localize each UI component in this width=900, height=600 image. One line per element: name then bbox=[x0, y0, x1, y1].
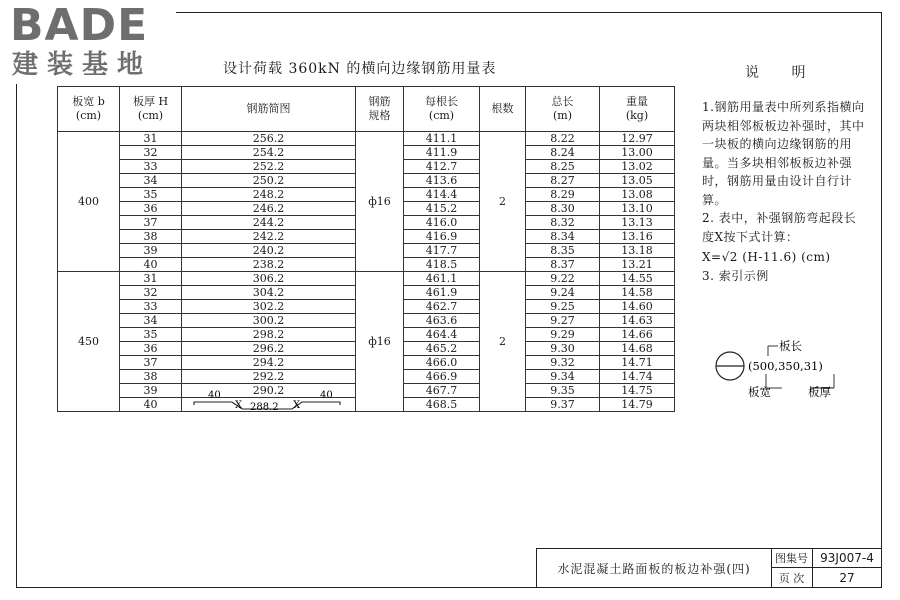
table-row bbox=[58, 132, 675, 146]
cell-weight: 14.66 bbox=[600, 328, 675, 342]
cell-total: 8.32 bbox=[526, 216, 600, 230]
cell-thickness: 40 bbox=[120, 258, 182, 272]
cell-sketch-length: 296.2 bbox=[182, 342, 356, 356]
cell-weight: 14.74 bbox=[600, 370, 675, 384]
cell-length: 414.4 bbox=[404, 188, 480, 202]
cell-weight: 14.71 bbox=[600, 356, 675, 370]
cell-weight: 14.63 bbox=[600, 314, 675, 328]
cell-total: 9.35 bbox=[526, 384, 600, 398]
steel-quantity-table bbox=[57, 86, 675, 412]
cell-weight: 14.68 bbox=[600, 342, 675, 356]
cell-weight: 13.13 bbox=[600, 216, 675, 230]
cell-sketch-length: 294.2 bbox=[182, 356, 356, 370]
sketch-x-left: X bbox=[235, 400, 243, 411]
index-label-length: 板长 bbox=[779, 339, 802, 353]
cell-total: 9.34 bbox=[526, 370, 600, 384]
cell-weight: 12.97 bbox=[600, 132, 675, 146]
cell-total: 9.25 bbox=[526, 300, 600, 314]
cell-weight: 14.79 bbox=[600, 398, 675, 412]
notes-title: 说 明 bbox=[745, 65, 820, 81]
cell-weight: 13.02 bbox=[600, 160, 675, 174]
logo-text-en: BADE bbox=[10, 0, 149, 51]
cell-total: 9.32 bbox=[526, 356, 600, 370]
cell-total: 8.24 bbox=[526, 146, 600, 160]
atlas-number-value: 93J007-4 bbox=[813, 549, 881, 568]
cell-thickness: 36 bbox=[120, 342, 182, 356]
cell-length: 461.9 bbox=[404, 286, 480, 300]
cell-length: 468.5 bbox=[404, 398, 480, 412]
header-spec: 钢筋 规格 bbox=[356, 87, 404, 132]
page-label: 页 次 bbox=[771, 568, 813, 587]
cell-length: 467.7 bbox=[404, 384, 480, 398]
cell-thickness: 32 bbox=[120, 286, 182, 300]
cell-length: 464.4 bbox=[404, 328, 480, 342]
note-formula: X=√2 (H-11.6) (cm) bbox=[702, 250, 831, 264]
cell-length: 461.1 bbox=[404, 272, 480, 286]
cell-width: 450 bbox=[58, 272, 120, 412]
header-sketch: 钢筋简图 bbox=[182, 87, 356, 132]
cell-weight: 13.08 bbox=[600, 188, 675, 202]
cell-length: 463.6 bbox=[404, 314, 480, 328]
cell-thickness: 32 bbox=[120, 146, 182, 160]
cell-total: 8.34 bbox=[526, 230, 600, 244]
cell-width: 400 bbox=[58, 132, 120, 272]
table-header-row bbox=[58, 87, 675, 132]
cell-total: 8.35 bbox=[526, 244, 600, 258]
atlas-number-label: 图集号 bbox=[771, 549, 813, 568]
cell-spec: ф16 bbox=[356, 272, 404, 412]
cell-weight: 13.10 bbox=[600, 202, 675, 216]
bade-logo bbox=[6, 2, 176, 84]
cell-length: 462.7 bbox=[404, 300, 480, 314]
cell-sketch-length: 248.2 bbox=[182, 188, 356, 202]
cell-count: 2 bbox=[480, 272, 526, 412]
sketch-left-dim: 40 bbox=[208, 390, 221, 401]
cell-weight: 13.00 bbox=[600, 146, 675, 160]
cell-sketch-length: 298.2 bbox=[182, 328, 356, 342]
cell-length: 416.9 bbox=[404, 230, 480, 244]
cell-thickness: 39 bbox=[120, 244, 182, 258]
cell-total: 8.29 bbox=[526, 188, 600, 202]
header-weight: 重量 (kg) bbox=[600, 87, 675, 132]
cell-weight: 13.18 bbox=[600, 244, 675, 258]
cell-total: 8.37 bbox=[526, 258, 600, 272]
cell-sketch-length: 306.2 bbox=[182, 272, 356, 286]
cell-thickness: 37 bbox=[120, 356, 182, 370]
header-length: 每根长 (cm) bbox=[404, 87, 480, 132]
cell-thickness: 38 bbox=[120, 230, 182, 244]
logo-text-cn: 建装基地 bbox=[12, 50, 153, 80]
cell-weight: 13.05 bbox=[600, 174, 675, 188]
notes-block bbox=[702, 98, 868, 285]
drawing-name: 水泥混凝土路面板的板边补强(四) bbox=[537, 549, 772, 587]
cell-length: 411.9 bbox=[404, 146, 480, 160]
cell-length: 418.5 bbox=[404, 258, 480, 272]
cell-length: 416.0 bbox=[404, 216, 480, 230]
cell-sketch-length: 242.2 bbox=[182, 230, 356, 244]
cell-sketch-length: 244.2 bbox=[182, 216, 356, 230]
cell-sketch-length: 290.2 bbox=[182, 384, 356, 398]
cell-total: 9.29 bbox=[526, 328, 600, 342]
cell-thickness: 35 bbox=[120, 328, 182, 342]
note-item-3: 3. 索引示例 bbox=[702, 268, 769, 283]
cell-sketch-length: 304.2 bbox=[182, 286, 356, 300]
note-item-1: 1.钢筋用量表中所列系指横向两块相邻板板边补强时，其中一块板的横向边缘钢筋的用量。当多块相邻板板边补强时，钢筋用量由设计自行计算。 bbox=[702, 100, 865, 207]
cell-sketch-length: 254.2 bbox=[182, 146, 356, 160]
cell-sketch-length: 246.2 bbox=[182, 202, 356, 216]
cell-total: 9.24 bbox=[526, 286, 600, 300]
cell-count: 2 bbox=[480, 132, 526, 272]
cell-length: 466.0 bbox=[404, 356, 480, 370]
title-block bbox=[536, 548, 882, 588]
cell-length: 413.6 bbox=[404, 174, 480, 188]
cell-sketch-length: 292.2 bbox=[182, 370, 356, 384]
cell-sketch-length: 238.2 bbox=[182, 258, 356, 272]
index-label-width: 板宽 bbox=[748, 385, 771, 399]
cell-thickness: 31 bbox=[120, 272, 182, 286]
index-label-thickness: 板厚 bbox=[808, 385, 831, 399]
cell-sketch-length: 302.2 bbox=[182, 300, 356, 314]
cell-spec: ф16 bbox=[356, 132, 404, 272]
cell-thickness: 37 bbox=[120, 216, 182, 230]
sketch-middle-length: 288.2 bbox=[250, 402, 279, 411]
cell-length: 465.2 bbox=[404, 342, 480, 356]
cell-total: 9.37 bbox=[526, 398, 600, 412]
cell-sketch-length: 256.2 bbox=[182, 132, 356, 146]
cell-sketch-length: 240.2 bbox=[182, 244, 356, 258]
header-count: 根数 bbox=[480, 87, 526, 132]
cell-total: 8.27 bbox=[526, 174, 600, 188]
cell-weight: 14.60 bbox=[600, 300, 675, 314]
cell-thickness: 39 bbox=[120, 384, 182, 398]
header-thickness: 板厚 H (cm) bbox=[120, 87, 182, 132]
cell-weight: 14.75 bbox=[600, 384, 675, 398]
cell-thickness: 34 bbox=[120, 314, 182, 328]
cell-thickness: 31 bbox=[120, 132, 182, 146]
page-number: 27 bbox=[839, 570, 855, 585]
cell-total: 8.30 bbox=[526, 202, 600, 216]
note-item-2: 2. 表中，补强钢筋弯起段长度X按下式计算： bbox=[702, 211, 857, 244]
cell-sketch-length: 250.2 bbox=[182, 174, 356, 188]
table-row bbox=[58, 272, 675, 286]
cell-thickness: 40 bbox=[120, 398, 182, 412]
cell-thickness: 38 bbox=[120, 370, 182, 384]
index-code: (500,350,31) bbox=[748, 359, 823, 373]
cell-total: 9.22 bbox=[526, 272, 600, 286]
table-title: 设计荷载 360kN 的横向边缘钢筋用量表 bbox=[223, 61, 497, 77]
cell-thickness: 36 bbox=[120, 202, 182, 216]
cell-total: 9.30 bbox=[526, 342, 600, 356]
cell-sketch-length: 300.2 bbox=[182, 314, 356, 328]
cell-thickness: 34 bbox=[120, 174, 182, 188]
sketch-right-dim: 40 bbox=[320, 390, 333, 401]
cell-length: 415.2 bbox=[404, 202, 480, 216]
cell-length: 417.7 bbox=[404, 244, 480, 258]
cell-thickness: 35 bbox=[120, 188, 182, 202]
cell-total: 8.25 bbox=[526, 160, 600, 174]
cell-total: 8.22 bbox=[526, 132, 600, 146]
sketch-x-right: X bbox=[293, 400, 301, 411]
cell-total: 9.27 bbox=[526, 314, 600, 328]
rebar-sketch bbox=[188, 389, 348, 411]
cell-weight: 13.21 bbox=[600, 258, 675, 272]
cell-length: 412.7 bbox=[404, 160, 480, 174]
header-total: 总长 (m) bbox=[526, 87, 600, 132]
header-width: 板宽 b (cm) bbox=[58, 87, 120, 132]
cell-weight: 13.16 bbox=[600, 230, 675, 244]
cell-sketch-length: 252.2 bbox=[182, 160, 356, 174]
cell-weight: 14.55 bbox=[600, 272, 675, 286]
cell-length: 411.1 bbox=[404, 132, 480, 146]
cell-length: 466.9 bbox=[404, 370, 480, 384]
cell-thickness: 33 bbox=[120, 300, 182, 314]
index-example-diagram bbox=[708, 338, 868, 400]
cell-weight: 14.58 bbox=[600, 286, 675, 300]
cell-thickness: 33 bbox=[120, 160, 182, 174]
